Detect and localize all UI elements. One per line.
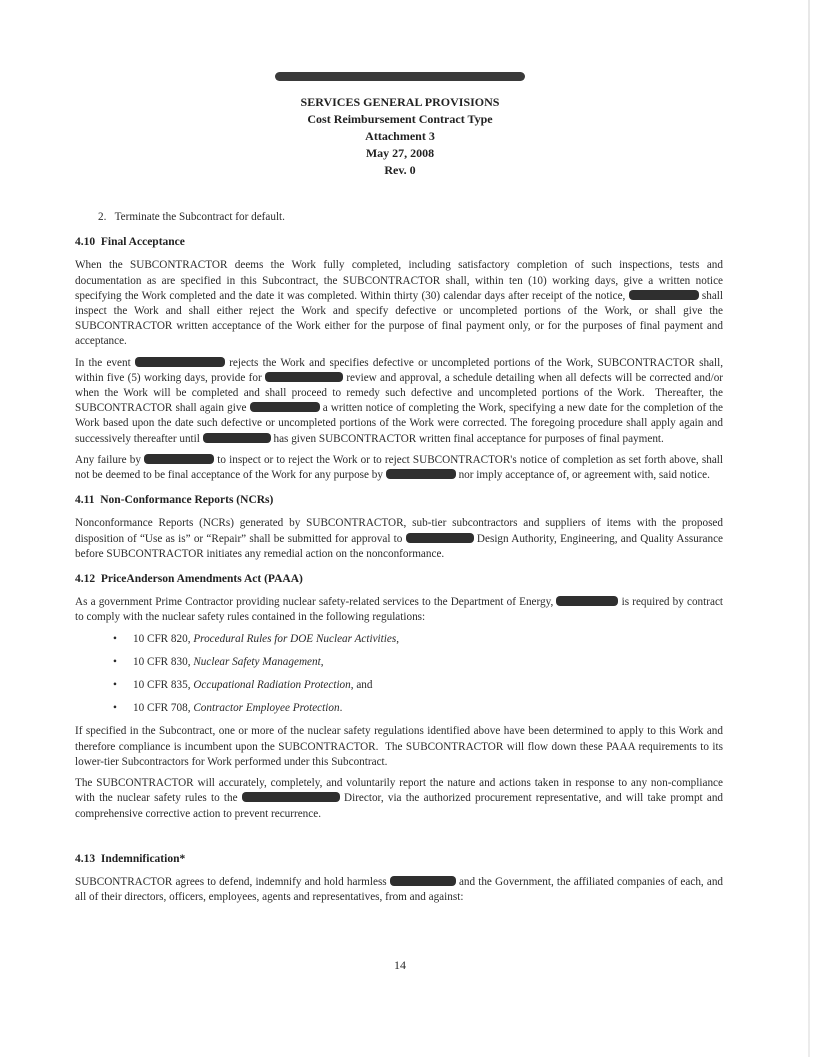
header-revision: Rev. 0 xyxy=(384,163,416,177)
section-4-11-heading: 4.11 Non-Conformance Reports (NCRs) xyxy=(75,494,274,507)
header-attachment: Attachment 3 xyxy=(365,129,435,143)
section-4-10-paragraph-3: Any failure by to inspect or to reject the Work or to reject SUBCONTRACTOR's notice of completion as set forth above, shall not be deemed to be final acceptance of the Work for any purpose by nor imply acceptance of, or agreement with, said notice. xyxy=(75,453,723,482)
section-4-12-paragraph-3: The SUBCONTRACTOR will accurately, completely, and voluntarily report the nature and actions taken in response to any non-compliance with the nuclear safety rules to the Director, via the authorized procurement representative, and will take prompt and comprehensive corrective action to prevent recurrence. xyxy=(75,777,724,820)
redaction-mark xyxy=(250,402,320,412)
header-subtitle: Cost Reimbursement Contract Type xyxy=(307,112,493,126)
redaction-mark xyxy=(242,792,340,802)
header-title: SERVICES GENERAL PROVISIONS xyxy=(300,95,500,109)
list-item: • 10 CFR 830, Nuclear Safety Management, xyxy=(113,655,324,668)
section-4-13-paragraph: SUBCONTRACTOR agrees to defend, indemnify and hold harmless and the Government, the affiliated companies of each, and all of their directors, officers, employees, agents and representatives, from and against: xyxy=(75,875,724,904)
redaction-mark xyxy=(144,454,214,464)
section-4-13-heading: 4.13 Indemnification* xyxy=(75,852,186,865)
redaction-mark xyxy=(265,372,343,382)
section-4-12-paragraph-1: As a government Prime Contractor providing nuclear safety-related services to the Department of Energy, is required by contract to comply with the nuclear safety rules contained in the following regulations: xyxy=(75,596,724,624)
redaction-mark xyxy=(556,596,618,606)
redaction-mark xyxy=(386,469,456,479)
section-4-10-paragraph-2: In the event rejects the Work and specifies defective or uncompleted portions of the Work, SUBCONTRACTOR shall, within five (5) working days, provide for review and approval, a schedule detailing when all defects will be corrected and/or when the Work will be completed and shall proceed to remedy such defective and uncompleted portions of the Work. Thereafter, the SUBCONTRACTOR shall again give a written notice of completing the Work, specifying a new date for the completion of the Work based upon the date such defective or uncompleted portions of the Work were corrected. The foregoing procedure shall apply again and successively thereafter until has given SUBCONTRACTOR written final acceptance for purposes of final payment. xyxy=(75,356,724,445)
list-item: • 10 CFR 820, Procedural Rules for DOE Nuclear Activities, xyxy=(113,632,400,645)
list-item-terminate: 2. Terminate the Subcontract for default. xyxy=(98,211,285,223)
page-number: 14 xyxy=(394,958,406,972)
redaction-mark xyxy=(390,876,456,886)
redaction-mark xyxy=(406,533,474,543)
redaction-mark xyxy=(135,357,225,367)
scan-edge xyxy=(808,0,810,1057)
section-4-10-paragraph-1: When the SUBCONTRACTOR deems the Work fully completed, including satisfactory completion of such inspections, tests and documentation as are specified in this Subcontract, the SUBCONTRACTOR shall, within ten (10) working days, give a written notice specifying the Work completed and the date it was completed. Within thirty (30) calendar days after receipt of the notice, shall inspect the Work and shall either reject the Work and specify defective or uncompleted portions of the Work, or shall give the SUBCONTRACTOR written acceptance of the Work either for the purpose of final payment only, or for the purposes of final payment and acceptance. xyxy=(75,259,724,348)
list-item: • 10 CFR 708, Contractor Employee Protection. xyxy=(113,702,343,715)
document-header xyxy=(0,72,800,179)
section-4-12-paragraph-2: If specified in the Subcontract, one or more of the nuclear safety regulations identified above have been determined to apply to this Work and therefore compliance is incumbent upon the SUBCONTRACTOR. The SUBCONTRACTOR will flow down these PAAA requirements to its lower-tier Subcontractors for Work performed under this Subcontract. xyxy=(75,725,723,768)
regulation-list xyxy=(75,632,723,717)
section-4-11-paragraph: Nonconformance Reports (NCRs) generated by SUBCONTRACTOR, sub-tier subcontractors and suppliers of items with the proposed disposition of “Use as is” or “Repair” shall be submitted for approval to Design Authority, Engineering, and Quality Assurance before SUBCONTRACTOR initiates any remedial action on the nonconformance. xyxy=(75,517,724,560)
document-body xyxy=(75,210,723,911)
redaction-mark xyxy=(203,433,271,443)
header-date: May 27, 2008 xyxy=(365,146,435,160)
redacted-header-title xyxy=(275,72,525,81)
section-4-12-heading: 4.12 PriceAnderson Amendments Act (PAAA) xyxy=(75,573,303,586)
redaction-mark xyxy=(629,290,699,300)
section-4-10-heading: 4.10 Final Acceptance xyxy=(75,236,185,249)
list-item: • 10 CFR 835, Occupational Radiation Protection, and xyxy=(113,679,373,692)
